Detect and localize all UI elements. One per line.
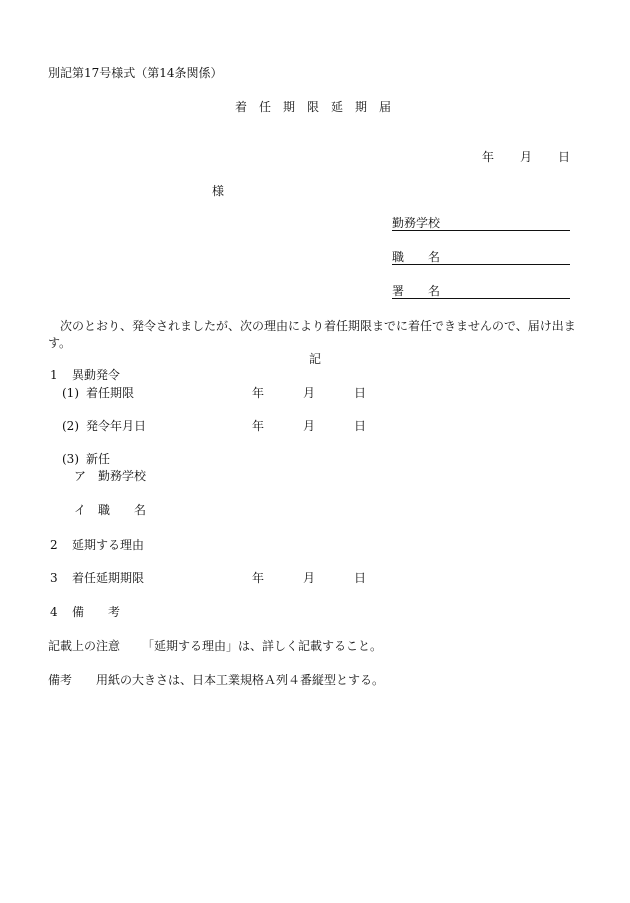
- item1-sub3-a-label: 勤務学校: [98, 469, 147, 483]
- item2-number: 2: [50, 538, 58, 552]
- item1-sub1-day: 日: [354, 386, 367, 400]
- item3-day: 日: [354, 571, 367, 585]
- item1-sub1-number: (1): [62, 386, 79, 400]
- ki-heading: 記: [309, 352, 322, 366]
- caution-label: 記載上の注意: [48, 639, 121, 653]
- item1-sub3-number: (3): [62, 452, 79, 466]
- item1-sub1-label: 着任期限: [86, 386, 135, 400]
- item4-label: 備 考: [72, 605, 121, 619]
- item1-sub2-day: 日: [354, 419, 367, 433]
- item1-sub3-label: 新任: [86, 452, 111, 466]
- item1-sub1-month: 月: [303, 386, 316, 400]
- caution-text: 「延期する理由」は、詳しく記載すること。: [142, 639, 383, 653]
- applicant-name-field[interactable]: [392, 285, 570, 299]
- item3-number: 3: [50, 571, 58, 585]
- date-year-label: 年: [482, 150, 495, 164]
- applicant-school-field[interactable]: [392, 217, 570, 231]
- date-month-label: 月: [520, 150, 533, 164]
- form-number: 別記第17号様式（第14条関係）: [48, 66, 223, 80]
- remark-text: 用紙の大きさは、日本工業規格Ａ列４番縦型とする。: [96, 673, 385, 687]
- item1-sub2-month: 月: [303, 419, 316, 433]
- item4-number: 4: [50, 605, 58, 619]
- item1-label: 異動発令: [72, 368, 121, 382]
- item1-number: 1: [50, 368, 58, 382]
- item3-year: 年: [252, 571, 265, 585]
- applicant-position-label: 職 名: [392, 250, 441, 264]
- body-text: 次のとおり、発令されましたが、次の理由により着任期限までに着任できませんので、届け出ます。: [48, 319, 576, 350]
- page-title: 着 任 期 限 延 期 届: [235, 100, 392, 114]
- item1-sub2-year: 年: [252, 419, 265, 433]
- applicant-name-label: 署 名: [392, 284, 441, 298]
- remark-label: 備考: [48, 673, 73, 687]
- item3-month: 月: [303, 571, 316, 585]
- item2-label: 延期する理由: [72, 538, 145, 552]
- date-day-label: 日: [558, 150, 571, 164]
- item1-sub1-year: 年: [252, 386, 265, 400]
- item1-sub2-number: (2): [62, 419, 79, 433]
- applicant-position-field[interactable]: [392, 251, 570, 265]
- addressee-suffix: 様: [212, 184, 225, 198]
- item1-sub2-label: 発令年月日: [86, 419, 147, 433]
- item1-sub3-i-label: 職 名: [98, 503, 147, 517]
- item1-sub3-i-kana: イ: [74, 503, 87, 517]
- item1-sub3-a-kana: ア: [74, 469, 87, 483]
- applicant-school-label: 勤務学校: [392, 216, 441, 230]
- item3-label: 着任延期期限: [72, 571, 145, 585]
